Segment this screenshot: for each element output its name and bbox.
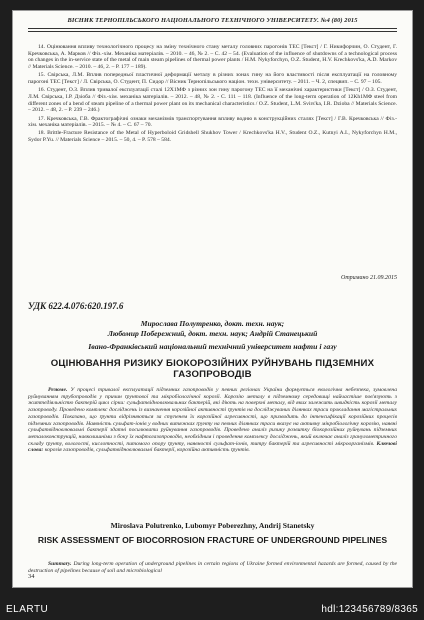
page-number: 34 <box>28 573 35 580</box>
repository-name: ELARTU <box>6 604 49 615</box>
abstract-ukrainian <box>28 387 397 454</box>
reference-item: 15. Свірська, Л.М. Вплив попередньої пластичної деформації металу в різних зонах гину на його властивості після експлуатації на головному парогоні ТЕС [Текст] / Л. Свірська, О. Студент, П. Сидор // Вісник Тернопільського націон. техн. університету. – 2011. – Ч. 2, спецвип. – С. 97 – 105. <box>28 72 397 86</box>
abstract-english <box>28 561 397 574</box>
header-rule <box>28 28 397 32</box>
keywords-text: корозія газопроводів, сульфатвідновлювальні бактерії, корозійна активність ґрунтів. <box>44 447 250 454</box>
running-header: ВІСНИК ТЕРНОПІЛЬСЬКОГО НАЦІОНАЛЬНОГО ТЕХНІЧНОГО УНІВЕРСИТЕТУ. №4 (80) 2015 <box>67 17 358 24</box>
author-line: Любомир Побережний, докт. техн. наук; Андрій Станецький <box>107 329 318 338</box>
reference-item: 14. Оцінювання впливу технологічного процесу на зміну технічного стану металу головних парогонів ТЕС [Текст] / Г. Никифорчин, О. Студент, Г. Кречковська, А. Марков // Фіз.-хім. Механіка матеріалів. – 2010. – 46, № 2. – С. 42 – 54. (Evaluation of the influence of shutdowns of a technological process on changes in the in-service state of the metal of main steam pipelines of thermal power plants / H.M. Nykyforchyn, O.Z. Student, H.V. Krechkovs'ka, A.D. Markov // Materials Science. – 2010. – 46, 2. – P. 177 – 189). <box>28 44 397 71</box>
journal-page <box>12 10 413 588</box>
authors-ukrainian <box>28 319 397 339</box>
udc-code: УДК 622.4.076:620.197.6 <box>28 301 124 311</box>
keywords-label: Ключові слова: <box>28 440 397 454</box>
reference-item: 18. Brittle-Fracture Resistance of the Metal of Hyperboloid Gridshell Shukhov Tower / Krechkovs'ka H.V., Student O.Z., Kutnyi A.I., Nykyforchyn H.M., Sydor P.Yu. // Materials Science – 2015. – 50, 4. – P. 578 – 584. <box>28 130 397 144</box>
author-line: Мирослава Полутренко, докт. техн. наук; <box>140 319 285 328</box>
reference-item: 16. Студент, О.З. Вплив тривалої експлуатації сталі 12Х1МФ з різних зон гину парогону ТЕС на її механічні характеристики [Текст] / О.З. Студент, Л.М. Свірська, І.Р. Дзіоба // Фіз.-хім. механіка матеріалів. – 2012. – 48, № 2. - С. 111 – 118. (Influence of the long-term operation of 12Kh1MΦ steel from different zones of a bend of steam pipeline of a thermal power plant on its mechanical characteristics / O.Z. Student, L.M. Svirs'ka, I.R. Dzioba // Materials Science. – 2012. – 48, 2. – P. 239 – 246.) <box>28 87 397 114</box>
reference-item: 17. Кречковська, Г.В. Фрактографічні ознаки механізмів транспортування впливу водню в конструкційних сталях [Текст] / Г.В. Кречковська // Фіз.-хім. механіка матеріалів. – 2015. – № 4. – С. 67 – 70. <box>28 115 397 129</box>
authors-english: Miroslava Polutrenko, Lubomyr Poberezhny, Andrij Stanetsky <box>110 521 315 530</box>
abstract-text: During long-term operation of underground pipelines in certain regions of Ukraine formed environmental hazards are formed, caused by the destruction of pipelines because of soil and microbiological <box>28 561 398 574</box>
abstract-label: Summary. <box>48 561 72 567</box>
abstract-label: Резюме. <box>48 387 68 393</box>
abstract-text: У процесі тривалої експлуатації підземних газопроводів у певних регіонах України формується екологічна небезпека, зумовлена руйнуванням трубопроводів у причин ґрунтової та мікробіологічної корозії. Корозію металу в підземному середовищі найчастіше пов'язують з життєдіяльністю бактерій цикл сірки: сульфатвідновлювальних бактерій, які діють на поверхні металу, від яких залежить швидкість корозії металу газопроводу. Проведено комплекс досліджень із визначення корозійної активності ґрунтів на досліджуваних ділянках траси прокладання магістральних газопроводів. Показано, що ґрунти відрізняються за ступенем їх корозійної агресивності, що призводить до інтенсифікації корозійних процесів підземних газопроводів. Наявність сульфат-іонів у водних витяжках ґрунту на певних ділянках траси вказує на активну мікробіологічну корозію, наявні сульфатвідновлювальні бактерії здатні посилювати руйнування газопроводів. Проведено аналіз ризику розвитку біокорозійних руйнувань підземних металоконструкцій, навколишніми з боку їх нафтогазопроводів, необхідним і проведення комплексу досліджень, який включає аналіз гранулометричного складу ґрунту, вологості, кислотності, питомого опору ґрунту, наявності сульфат-іонів, титру бактерій та агресивності мікроорганізмів. <box>28 387 397 447</box>
affiliation: Івано-Франківський національний технічний університет нафти і газу <box>88 342 337 351</box>
handle-id: hdl:123456789/8365 <box>321 604 418 615</box>
article-title-ukrainian: ОЦІНЮВАННЯ РИЗИКУ БІОКОРОЗІЙНИХ РУЙНУВАНЬ ПІДЗЕМНИХ ГАЗОПРОВОДІВ <box>50 358 375 380</box>
received-date: Отримано 21.09.2015 <box>341 275 397 281</box>
article-title-english: RISK ASSESSMENT OF BIOCORROSION FRACTURE OF UNDERGROUND PIPELINES <box>37 535 388 545</box>
reference-list <box>28 44 397 145</box>
